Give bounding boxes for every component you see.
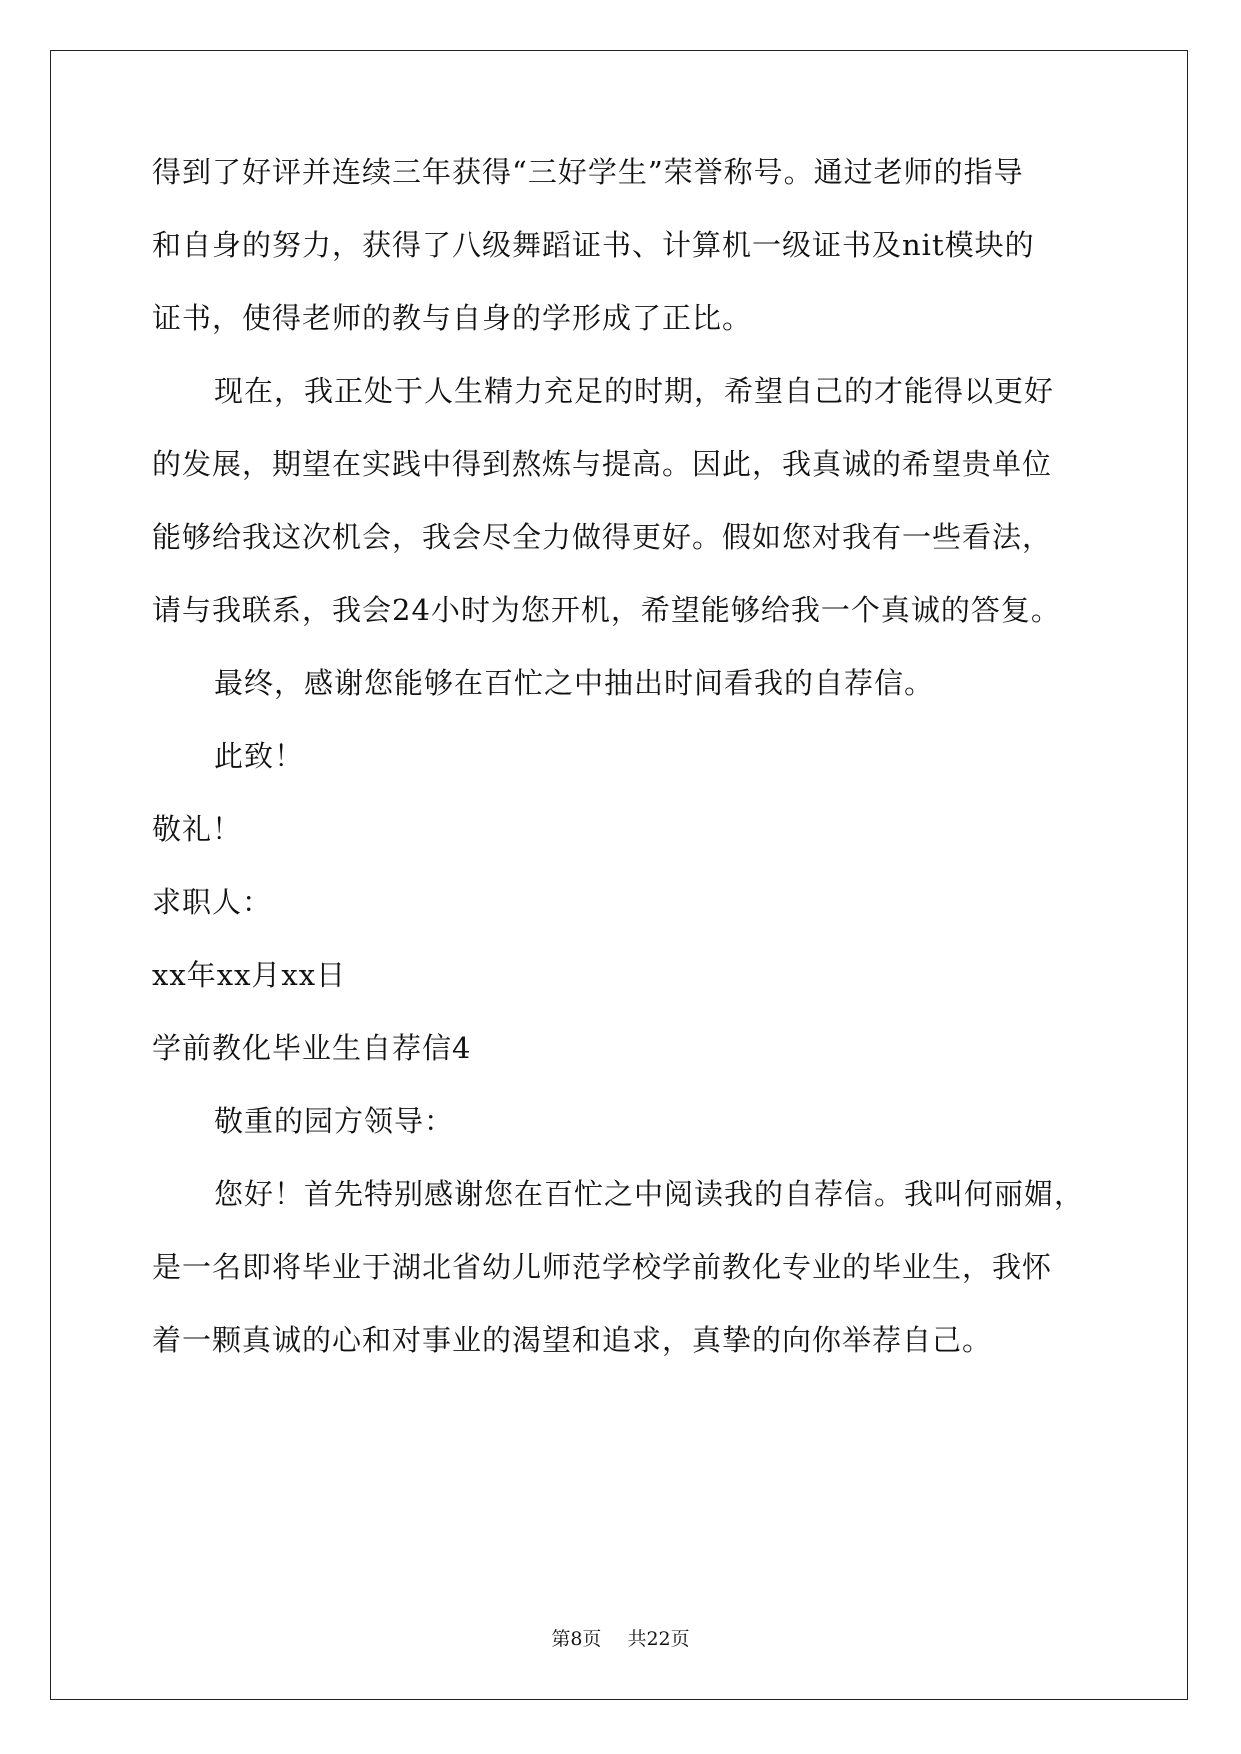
body-line-7: 请与我联系，我会24小时为您开机，希望能够给我一个真诚的答复。 [152, 593, 1061, 627]
body-line-5: 的发展，期望在实践中得到熬炼与提高。因此，我真诚的希望贵单位 [152, 447, 1053, 481]
date-line: xx年xx月xx日 [152, 958, 347, 992]
applicant-label: 求职人： [152, 885, 273, 919]
body-line-1: 得到了好评并连续三年获得“三好学生”荣誉称号。通过老师的指导 [152, 155, 1024, 189]
body-line-3: 证书，使得老师的教与自身的学形成了正比。 [152, 301, 753, 335]
page-number: 第8页 [551, 1628, 602, 1650]
body-line-16: 是一名即将毕业于湖北省幼儿师范学校学前教化专业的毕业生，我怀 [152, 1250, 1053, 1284]
body-line-17: 着一颗真诚的心和对事业的渴望和追求，真挚的向你举荐自己。 [152, 1323, 993, 1357]
body-line-15: 您好！首先特别感谢您在百忙之中阅读我的自荐信。我叫何丽媚， [214, 1177, 1085, 1211]
page-footer [0, 1626, 1241, 1652]
closing-respect: 敬礼！ [152, 812, 243, 846]
body-line-4: 现在，我正处于人生精力充足的时期，希望自己的才能得以更好 [214, 374, 1055, 408]
body-line-6: 能够给我这次机会，我会尽全力做得更好。假如您对我有一些看法， [152, 520, 1053, 554]
page-total: 共22页 [627, 1628, 690, 1650]
closing-salutation: 此致！ [214, 739, 305, 773]
section-heading: 学前教化毕业生自荐信4 [152, 1031, 472, 1065]
greeting-line: 敬重的园方领导： [214, 1104, 455, 1138]
body-line-2: 和自身的努力，获得了八级舞蹈证书、计算机一级证书及nit模块的 [152, 228, 1035, 262]
body-line-8: 最终，感谢您能够在百忙之中抽出时间看我的自荐信。 [214, 666, 935, 700]
